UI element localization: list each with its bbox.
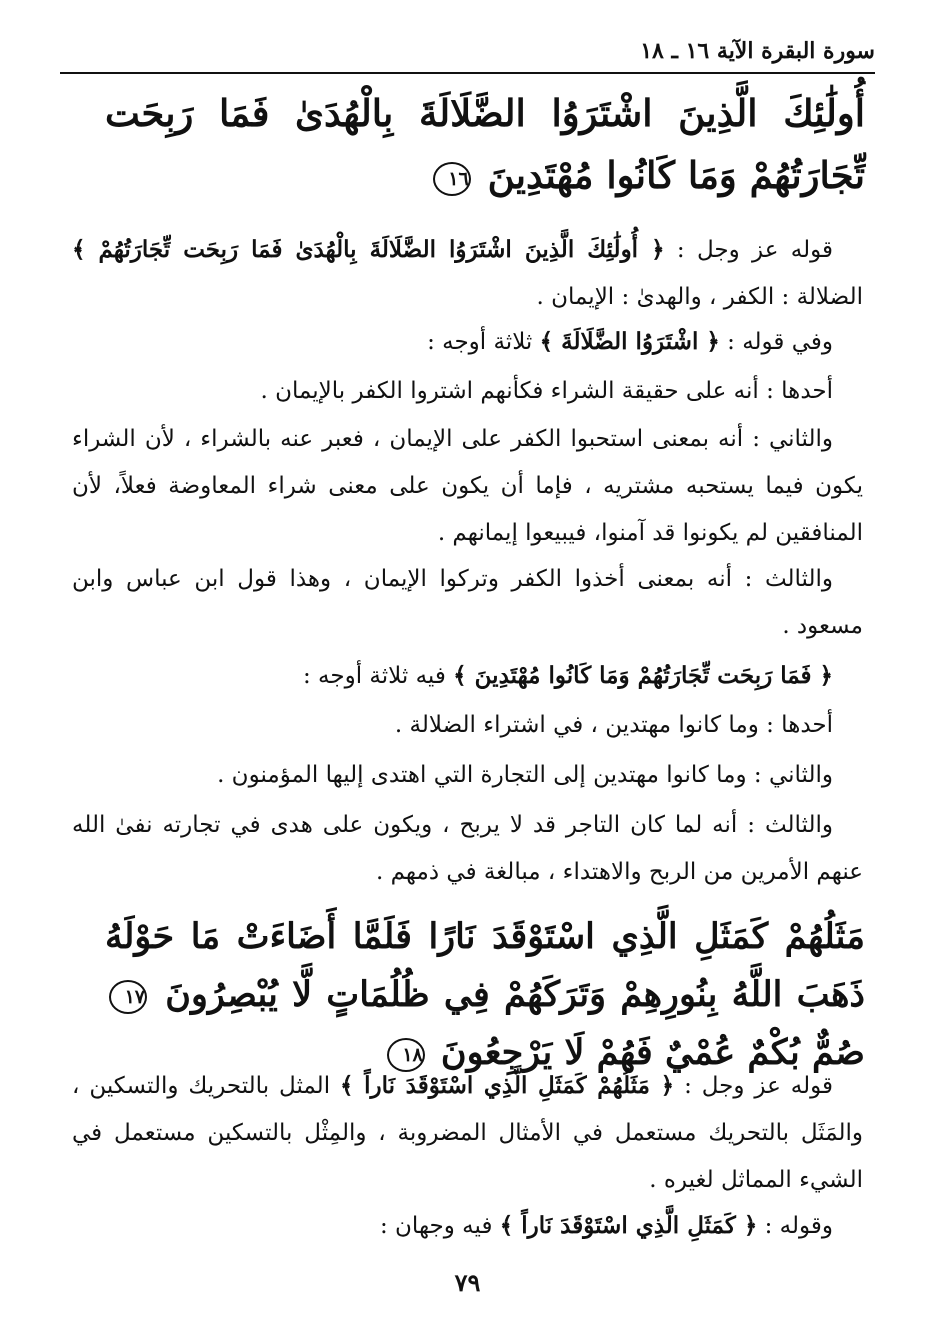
running-header [60, 38, 875, 74]
quran-quote: ﴿ فَمَا رَبِحَت تِّجَارَتُهُمْ وَمَا كَانُوا مُهْتَدِينَ ﴾ [453, 662, 833, 689]
commentary-paragraph [72, 802, 863, 896]
commentary-paragraph [72, 556, 863, 650]
quran-verse-16 [105, 82, 865, 206]
paragraph-text: المثل بالتحريك والتسكين ، والمَثَل بالتحريك مستعمل في الأمثال المضروبة ، والمِثْل بالتسكين مستعمل في الشيء المماثل لغيره . [72, 1073, 863, 1193]
quran-quote: ﴿ اشْتَرَوُا الضَّلَالَةَ ﴾ [539, 328, 720, 355]
verse-text: أُولَٰئِكَ الَّذِينَ اشْتَرَوُا الضَّلَالَةَ بِالْهُدَىٰ فَمَا رَبِحَت تِّجَارَتُهُمْ وَمَا كَانُوا مُهْتَدِينَ [105, 91, 865, 197]
paragraph-text: والثاني : وما كانوا مهتدين إلى التجارة التي اهتدى إليها المؤمنون . [217, 762, 833, 788]
paragraph-text: الضلالة : الكفر ، والهدىٰ : الإيمان . [536, 284, 863, 310]
paragraph-text: والثالث : أنه بمعنى أخذوا الكفر وتركوا الإيمان ، وهذا قول ابن عباس وابن مسعود . [72, 566, 863, 639]
quran-verses-17-18 [105, 908, 865, 1082]
commentary-paragraph [72, 1202, 863, 1250]
paragraph-text: أحدها : وما كانوا مهتدين ، في اشتراء الضلالة . [394, 712, 833, 738]
commentary-paragraph [72, 652, 863, 700]
paragraph-lead: وقوله : [757, 1213, 833, 1239]
commentary-paragraph [72, 416, 863, 557]
paragraph-text: فيه ثلاثة أوجه : [303, 663, 454, 689]
commentary-paragraph [72, 368, 863, 415]
header-title: سورة البقرة الآية ١٦ ـ ١٨ [640, 38, 875, 64]
ayah-number-marker: ١٦ [433, 162, 471, 196]
commentary-paragraph [72, 318, 863, 366]
paragraph-lead: قوله عز وجل : [674, 1073, 833, 1099]
commentary-paragraph [72, 702, 863, 749]
commentary-paragraph [72, 1062, 863, 1204]
verse-text: مَثَلُهُمْ كَمَثَلِ الَّذِي اسْتَوْقَدَ نَارًا فَلَمَّا أَضَاءَتْ مَا حَوْلَهُ ذَهَبَ اللَّهُ بِنُورِهِمْ وَتَرَكَهُمْ فِي ظُلُمَاتٍ لَّا يُبْصِرُونَ [105, 916, 865, 1015]
quran-quote: ﴿ مَثَلُهُمْ كَمَثَلِ الَّذِي اسْتَوْقَدَ نَاراً ﴾ [340, 1072, 675, 1099]
quran-quote: ﴿ كَمَثَلِ الَّذِي اسْتَوْقَدَ نَاراً ﴾ [499, 1212, 758, 1239]
ayah-number-marker: ١٧ [109, 980, 147, 1014]
paragraph-text: فيه وجهان : [379, 1213, 500, 1239]
quran-quote: ﴿ أُولَٰئِكَ الَّذِينَ اشْتَرَوُا الضَّلَالَةَ بِالْهُدَىٰ فَمَا رَبِحَت تِّجَارَتُهُمْ ﴾ [72, 236, 665, 263]
page-number: ٧٩ [454, 1268, 481, 1297]
paragraph-text: والثالث : أنه لما كان التاجر قد لا يربح ، ويكون على هدى في تجارته نفىٰ الله عنهم الأمرين من الربح والاهتداء ، مبالغة في ذمهم . [72, 812, 863, 885]
paragraph-lead: وفي قوله : [719, 329, 833, 355]
verse-text: صُمٌّ بُكْمٌ عُمْيٌ فَهُمْ لَا يَرْجِعُونَ [440, 1032, 865, 1073]
paragraph-lead: قوله عز وجل : [664, 237, 833, 263]
commentary-paragraph [72, 752, 863, 799]
paragraph-text: ثلاثة أوجه : [427, 329, 540, 355]
paragraph-text: والثاني : أنه بمعنى استحبوا الكفر على الإيمان ، فعبر عنه بالشراء ، لأن الشراء يكون فيما يستحبه مشتريه ، فإما أن يكون على معنى شراء المعاوضة فعلاً، لأن المنافقين لم يكونوا قد آمنوا، فيبيعوا إيمانهم . [72, 426, 863, 546]
commentary-paragraph [72, 226, 863, 321]
ayah-number-marker: ١٨ [387, 1038, 425, 1072]
header-divider [60, 72, 875, 74]
paragraph-text: أحدها : أنه على حقيقة الشراء فكأنهم اشتروا الكفر بالإيمان . [260, 378, 833, 404]
